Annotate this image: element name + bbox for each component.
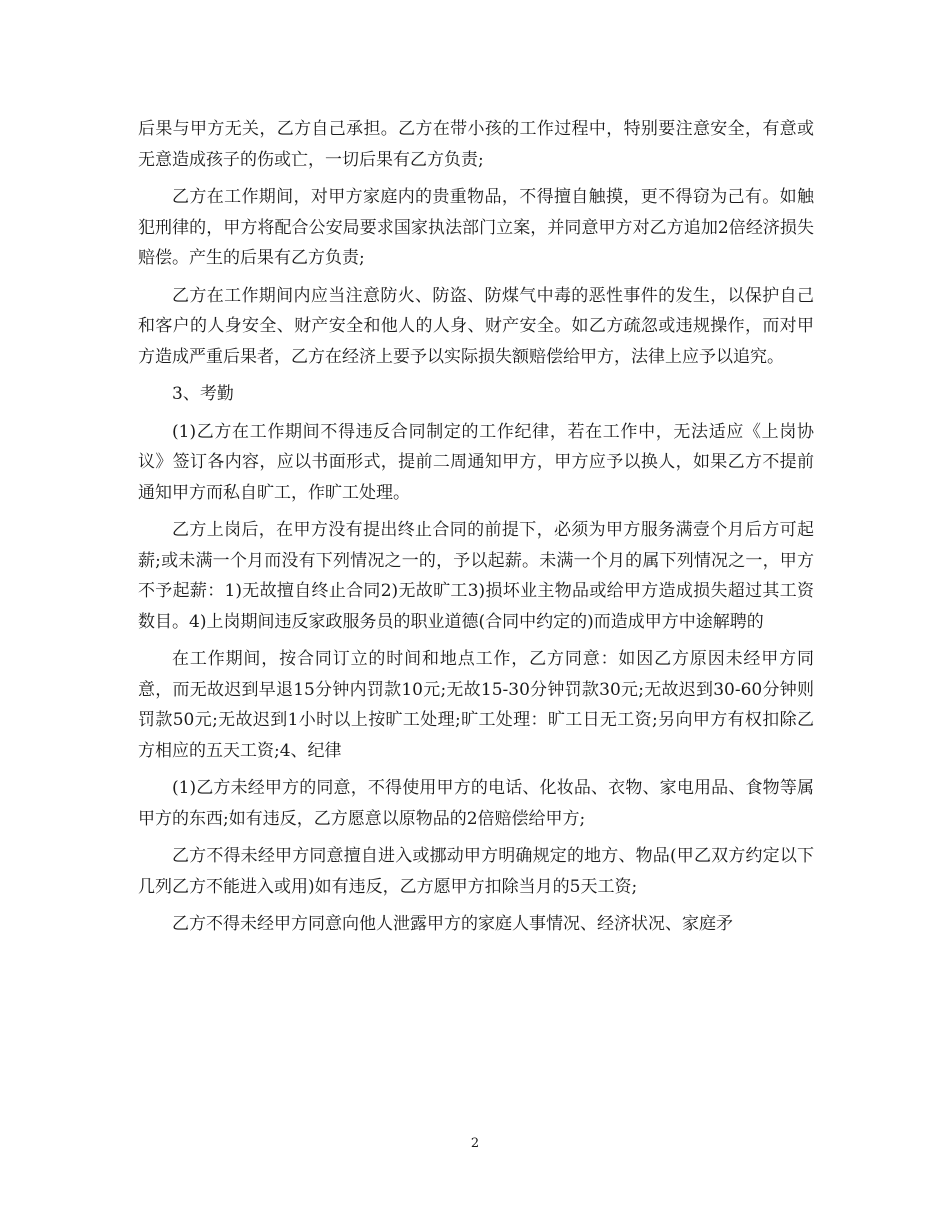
- paragraph: 乙方上岗后，在甲方没有提出终止合同的前提下，必须为甲方服务满壹个月后方可起薪;或未满一个月而没有下列情况之一的，予以起薪。未满一个月的属下列情况之一，甲方不予起薪：1)无故擅自终止合同2)无故旷工3)损坏业主物品或给甲方造成损失超过其工资数目。4)上岗期间违反家政服务员的职业道德(合同中约定的)而造成甲方中途解聘的: [138, 520, 814, 632]
- paragraph: (1)乙方未经甲方的同意，不得使用甲方的电话、化妆品、衣物、家电用品、食物等属甲方的东西;如有违反，乙方愿意以原物品的2倍赔偿给甲方;: [138, 778, 814, 829]
- paragraph: 在工作期间，按合同订立的时间和地点工作，乙方同意：如因乙方原因未经甲方同意，而无故迟到早退15分钟内罚款10元;无故15-30分钟罚款30元;无故迟到30-60分钟则罚款50元;无故迟到1小时以上按旷工处理;旷工处理：旷工日无工资;另向甲方有权扣除乙方相应的五天工资;4、纪律: [138, 649, 814, 761]
- paragraph: 乙方在工作期间，对甲方家庭内的贵重物品，不得擅自触摸，更不得窃为己有。如触犯刑律的，甲方将配合公安局要求国家执法部门立案，并同意甲方对乙方追加2倍经济损失赔偿。产生的后果有乙方负责;: [138, 187, 814, 268]
- page-number: 2: [470, 1136, 480, 1151]
- paragraph: 乙方在工作期间内应当注意防火、防盗、防煤气中毒的恶性事件的发生，以保护自己和客户的人身安全、财产安全和他人的人身、财产安全。如乙方疏忽或违规操作，而对甲方造成严重后果者，乙方在经济上要予以实际损失额赔偿给甲方，法律上应予以追究。: [138, 285, 814, 367]
- section-heading: 3、考勤: [172, 384, 234, 404]
- paragraph: (1)乙方在工作期间不得违反合同制定的工作纪律，若在工作中，无法适应《上岗协议》签订各内容，应以书面形式，提前二周通知甲方，甲方应予以换人，如果乙方不提前通知甲方而私自旷工，作旷工处理。: [138, 421, 814, 503]
- paragraph: 后果与甲方无关，乙方自己承担。乙方在带小孩的工作过程中，特别要注意安全，有意或无意造成孩子的伤或亡，一切后果有乙方负责;: [138, 119, 814, 170]
- body-text: [138, 114, 814, 947]
- paragraph: 乙方不得未经甲方同意擅自进入或挪动甲方明确规定的地方、物品(甲乙双方约定以下几列乙方不能进入或用)如有违反，乙方愿甲方扣除当月的5天工资;: [138, 846, 814, 897]
- paragraph: 乙方不得未经甲方同意向他人泄露甲方的家庭人事情况、经济状况、家庭矛: [172, 914, 733, 934]
